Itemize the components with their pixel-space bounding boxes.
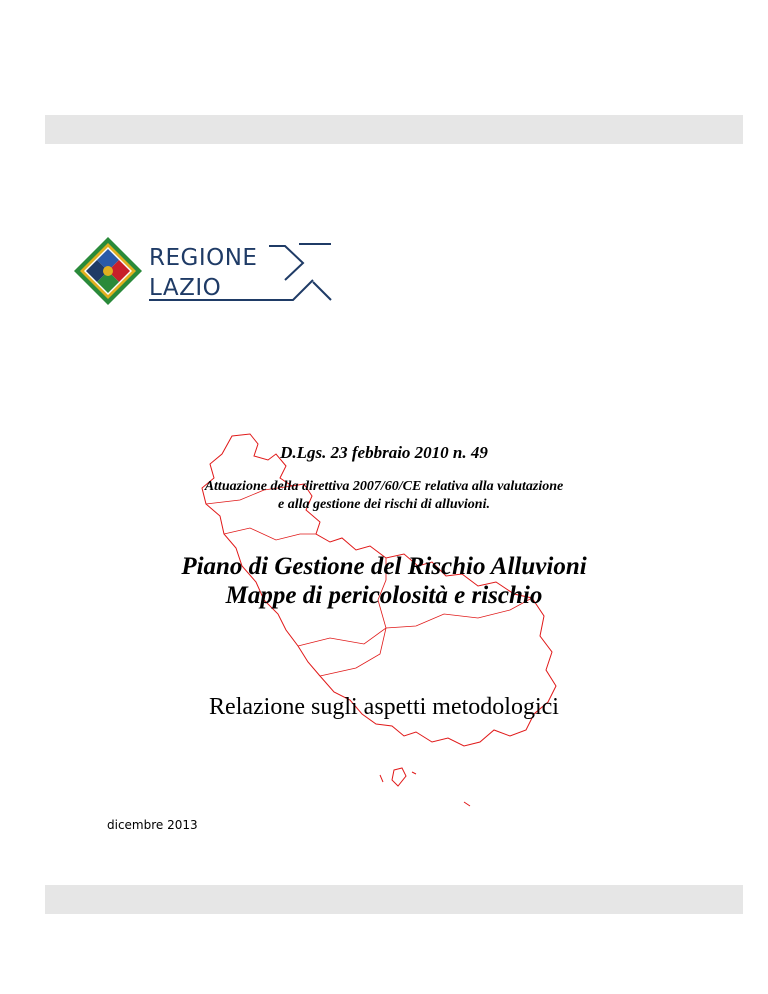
document-date: dicembre 2013	[107, 818, 198, 832]
directive-subtitle-line1: Attuazione della direttiva 2007/60/CE relativa alla valutazione	[204, 479, 564, 494]
header-band	[45, 115, 743, 144]
directive-subtitle-line2: e alla gestione dei rischi di alluvioni.	[278, 497, 490, 512]
regione-lazio-logo	[73, 236, 335, 306]
law-reference: D.Lgs. 23 febbraio 2010 n. 49	[280, 443, 488, 462]
logo-word-lazio: LAZIO	[149, 275, 222, 301]
document-title-line1: Piano di Gestione del Rischio Alluvioni	[181, 553, 587, 580]
document-title-line2: Mappe di pericolosità e rischio	[225, 582, 543, 609]
logo-word-regione: REGIONE	[149, 245, 258, 271]
report-subtitle: Relazione sugli aspetti metodologici	[209, 694, 559, 720]
footer-band	[45, 885, 743, 914]
